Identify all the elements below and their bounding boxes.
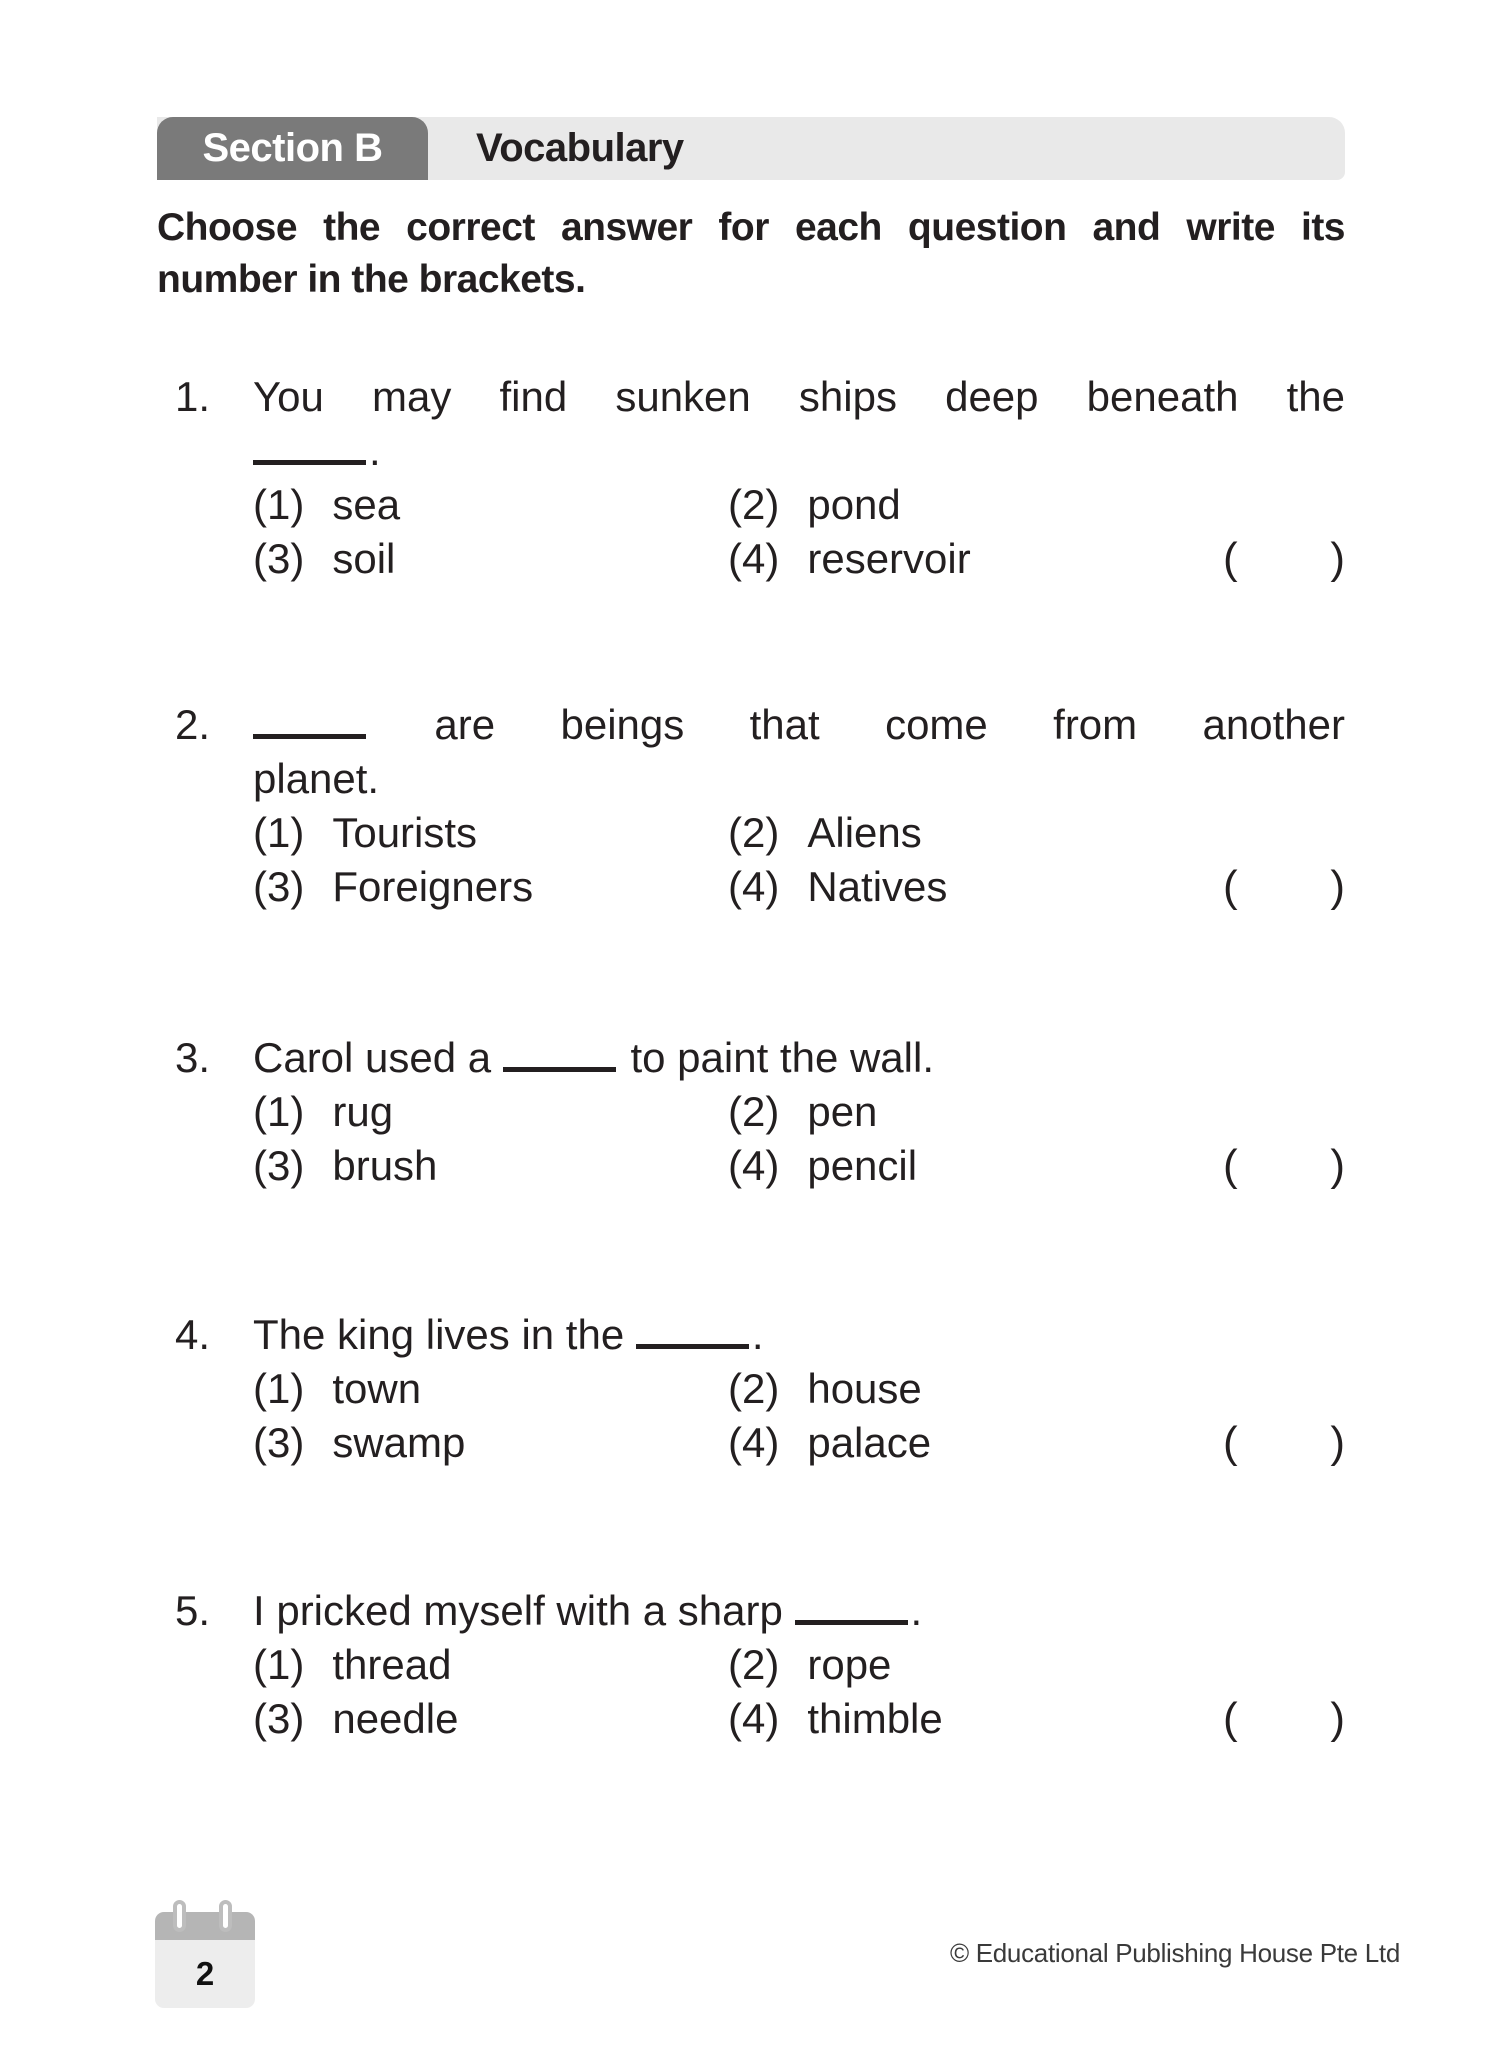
option-number: (4) — [728, 1419, 780, 1466]
question-1-number: 1. — [175, 373, 211, 420]
answer-bracket-close: ) — [1330, 534, 1345, 583]
option-number: (2) — [728, 809, 780, 856]
stem-after-blank: . — [910, 1587, 923, 1634]
question-2-option-3 — [253, 860, 728, 914]
calendar-ring-icon — [173, 1900, 186, 1932]
option-label: brush — [332, 1142, 438, 1189]
option-label: sea — [332, 481, 401, 528]
option-label: palace — [807, 1419, 932, 1466]
option-label: pen — [807, 1088, 878, 1135]
question-4-option-2 — [728, 1362, 1345, 1416]
option-label: thread — [332, 1641, 452, 1688]
option-label: needle — [332, 1695, 459, 1742]
answer-bracket-close: ) — [1330, 1141, 1345, 1190]
question-5-options — [253, 1638, 1345, 1746]
question-3-option-4 — [728, 1139, 1223, 1193]
question-5-option-3 — [253, 1692, 728, 1746]
option-number: (2) — [728, 481, 780, 528]
question-1-option-3 — [253, 532, 728, 586]
question-5-number: 5. — [175, 1587, 211, 1634]
option-label: rope — [807, 1641, 892, 1688]
question-2-stem-continued: planet. — [253, 755, 380, 802]
question-5-option-1 — [253, 1638, 728, 1692]
question-3-option-1 — [253, 1085, 728, 1139]
option-label: soil — [332, 535, 396, 582]
option-label: pencil — [807, 1142, 918, 1189]
option-label: Aliens — [807, 809, 922, 856]
option-number: (4) — [728, 535, 780, 582]
question-3-options — [253, 1085, 1345, 1193]
calendar-ring-icon — [219, 1900, 232, 1932]
question-2-option-2 — [728, 806, 1345, 860]
calendar-icon — [155, 1912, 255, 2008]
option-number: (3) — [253, 1419, 305, 1466]
option-label: thimble — [807, 1695, 943, 1742]
question-4-option-1 — [253, 1362, 728, 1416]
question-5-stem — [253, 1584, 1345, 1638]
question-1-options — [253, 478, 1345, 586]
question-1-stem-continued — [253, 424, 1345, 478]
stem-before-blank: Carol used a — [253, 1034, 492, 1081]
question-5-option-2 — [728, 1638, 1345, 1692]
answer-blank — [253, 460, 366, 465]
option-number: (4) — [728, 863, 780, 910]
question-1 — [157, 370, 1345, 586]
question-4-options — [253, 1362, 1345, 1470]
section-tab — [157, 117, 428, 180]
option-number: (1) — [253, 481, 305, 528]
question-5-option-4 — [728, 1692, 1223, 1746]
answer-bracket-open: ( — [1223, 1694, 1238, 1743]
question-5-answer-slot[interactable] — [1223, 1692, 1345, 1746]
question-1-option-2 — [728, 478, 1345, 532]
question-5 — [157, 1584, 1345, 1746]
page-number-badge — [155, 1940, 255, 2008]
option-number: (1) — [253, 1641, 305, 1688]
option-number: (3) — [253, 1142, 305, 1189]
option-number: (2) — [728, 1641, 780, 1688]
question-3-stem — [253, 1031, 1345, 1085]
question-4-number: 4. — [175, 1311, 211, 1358]
instructions — [157, 202, 1345, 306]
question-2-stem — [253, 698, 1345, 752]
stem-before-blank: I pricked myself with a sharp — [253, 1587, 783, 1634]
option-number: (3) — [253, 863, 305, 910]
option-label: Tourists — [332, 809, 478, 856]
question-2-option-4 — [728, 860, 1223, 914]
question-1-option-1 — [253, 478, 728, 532]
answer-bracket-open: ( — [1223, 862, 1238, 911]
question-2-answer-slot[interactable] — [1223, 860, 1345, 914]
stem-after-blank: . — [751, 1311, 764, 1358]
option-number: (1) — [253, 1365, 305, 1412]
question-4 — [157, 1308, 1345, 1470]
option-label: rug — [332, 1088, 394, 1135]
stem-before-blank: The king lives in the — [253, 1311, 625, 1358]
copyright-text: © Educational Publishing House Pte Ltd — [949, 1938, 1400, 1968]
calendar-header — [155, 1912, 255, 1940]
question-3-option-2 — [728, 1085, 1345, 1139]
answer-bracket-open: ( — [1223, 1141, 1238, 1190]
section-header-band — [157, 117, 1345, 180]
question-2-options — [253, 806, 1345, 914]
answer-blank — [503, 1067, 616, 1072]
question-3-number: 3. — [175, 1034, 211, 1081]
question-3-answer-slot[interactable] — [1223, 1139, 1345, 1193]
question-4-option-4 — [728, 1416, 1223, 1470]
question-1-stem: You may find sunken ships deep beneath the — [253, 373, 1345, 420]
page-number: 2 — [195, 1955, 215, 1992]
question-1-option-4 — [728, 532, 1223, 586]
answer-blank — [253, 734, 366, 739]
option-label: Natives — [807, 863, 948, 910]
answer-bracket-close: ) — [1330, 862, 1345, 911]
question-2 — [157, 698, 1345, 914]
instructions-line-2: number in the brackets. — [157, 258, 586, 301]
option-label: pond — [807, 481, 901, 528]
question-2-option-1 — [253, 806, 728, 860]
question-4-stem — [253, 1308, 1345, 1362]
option-label: reservoir — [807, 535, 971, 582]
option-number: (3) — [253, 1695, 305, 1742]
option-number: (2) — [728, 1365, 780, 1412]
answer-bracket-open: ( — [1223, 1418, 1238, 1467]
stem-after-blank: . — [369, 427, 381, 474]
option-number: (1) — [253, 1088, 305, 1135]
answer-bracket-close: ) — [1330, 1418, 1345, 1467]
option-label: swamp — [332, 1419, 466, 1466]
option-number: (2) — [728, 1088, 780, 1135]
option-number: (4) — [728, 1142, 780, 1189]
answer-bracket-close: ) — [1330, 1694, 1345, 1743]
instructions-line-1: Choose the correct answer for each question and write its — [157, 206, 1345, 249]
option-number: (3) — [253, 535, 305, 582]
option-label: town — [332, 1365, 422, 1412]
question-4-option-3 — [253, 1416, 728, 1470]
question-1-answer-slot[interactable] — [1223, 532, 1345, 586]
stem-after-blank: are beings that come from another — [434, 701, 1345, 748]
section-tab-label: Section B — [202, 126, 383, 170]
question-2-number: 2. — [175, 701, 211, 748]
option-number: (1) — [253, 809, 305, 856]
question-3-option-3 — [253, 1139, 728, 1193]
stem-after-blank: to paint the wall. — [630, 1034, 934, 1081]
section-title: Vocabulary — [476, 126, 684, 170]
option-label: house — [807, 1365, 922, 1412]
question-4-answer-slot[interactable] — [1223, 1416, 1345, 1470]
question-3 — [157, 1031, 1345, 1193]
answer-bracket-open: ( — [1223, 534, 1238, 583]
option-number: (4) — [728, 1695, 780, 1742]
answer-blank — [795, 1620, 908, 1625]
option-label: Foreigners — [332, 863, 534, 910]
answer-blank — [636, 1344, 749, 1349]
